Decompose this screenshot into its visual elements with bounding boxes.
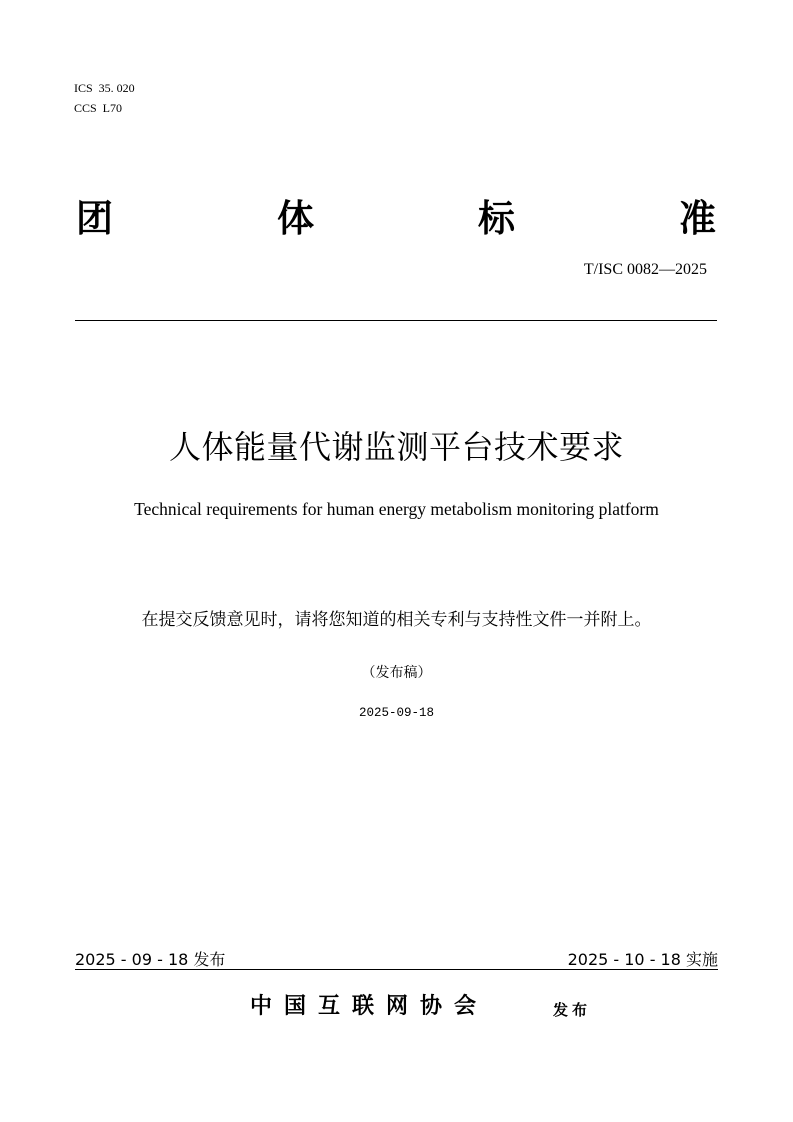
standard-number: T/ISC 0082—2025 xyxy=(583,261,707,278)
title-english: Technical requirements for human energy metabolism monitoring platform xyxy=(134,499,659,519)
publish-date: 2025 - 09 - 18 发布 xyxy=(75,950,226,969)
draft-date: 2025-09-18 xyxy=(358,706,434,720)
effective-date: 2025 - 10 - 18 实施 xyxy=(567,950,718,969)
publisher-name: 中国互联网协会 xyxy=(250,994,489,1019)
standard-type-char-4: 准 xyxy=(679,196,716,240)
standard-type-heading xyxy=(76,193,716,243)
patent-notice: 在提交反馈意见时，请将您知道的相关专利与支持性文件一并附上。 xyxy=(141,610,652,630)
ics-code: ICS 35. 020 xyxy=(74,81,135,95)
ccs-code: CCS L70 xyxy=(74,101,123,115)
bottom-divider xyxy=(75,969,718,970)
title-chinese: 人体能量代谢监测平台技术要求 xyxy=(168,428,624,466)
top-divider xyxy=(75,320,717,321)
publisher-suffix: 发布 xyxy=(553,1001,592,1019)
classification-codes xyxy=(74,78,135,118)
standard-type-char-3: 标 xyxy=(478,196,515,240)
standard-type-char-2: 体 xyxy=(277,196,314,240)
draft-status-label: （发布稿） xyxy=(361,665,432,681)
standard-type-char-1: 团 xyxy=(76,196,113,240)
